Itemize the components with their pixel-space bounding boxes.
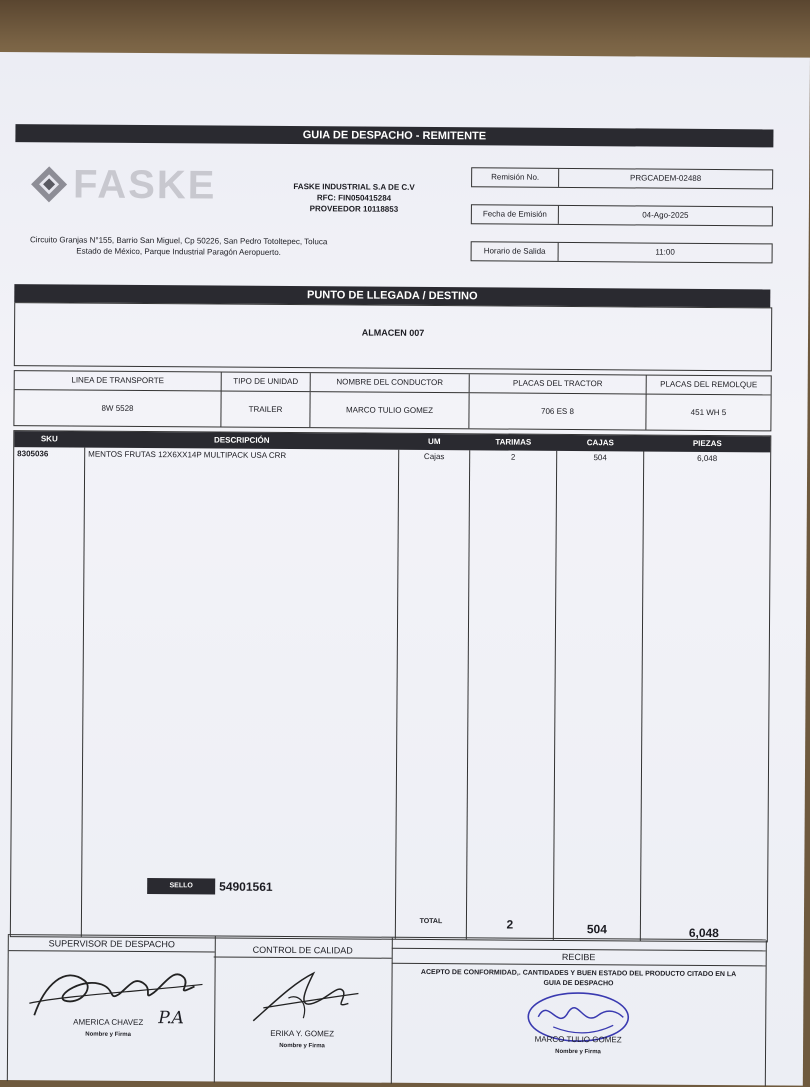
document-title: GUIA DE DESPACHO - REMITENTE	[15, 124, 773, 147]
nombre-conductor-value: MARCO TULIO GOMEZ	[310, 392, 469, 428]
row-tarimas: 2	[510, 452, 516, 462]
calidad-caption: Nombre y Firma	[279, 1042, 325, 1050]
row-descripcion: MENTOS FRUTAS 12X6XX14P MULTIPACK USA CRR	[88, 449, 287, 461]
column-divider	[395, 450, 399, 939]
fecha-value: 04-Ago-2025	[642, 210, 689, 220]
signature-section	[7, 934, 766, 1086]
recibe-statement: ACEPTO DE CONFORMIDAD,. CANTIDADES Y BUEN ESTADO DEL PRODUCTO CITADO EN LA GUIA DE DESPACHO	[420, 968, 737, 988]
calidad-title: CONTROL DE CALIDAD	[214, 945, 392, 959]
total-cajas: 504	[586, 922, 607, 937]
header-sku: SKU	[40, 434, 58, 444]
placas-remolque-value: 451 WH 5	[690, 407, 727, 418]
header-tarimas: TARIMAS	[495, 437, 532, 447]
supervisor-name: AMERICA CHAVEZ	[73, 1017, 144, 1028]
row-cajas: 504	[593, 453, 607, 463]
column-divider	[553, 451, 557, 940]
recibe-caption: Nombre y Firma	[555, 1048, 601, 1056]
horario-label: Horario de Salida	[472, 242, 559, 261]
recibe-title: RECIBE	[392, 948, 766, 967]
logo-wordmark: FASKE	[72, 162, 217, 208]
company-logo	[29, 162, 239, 208]
header-placas-remolque: PLACAS DEL REMOLQUE	[660, 379, 758, 390]
placas-tractor-value: 706 ES 8	[469, 393, 646, 429]
calidad-signature-icon	[243, 963, 363, 1034]
column-divider	[81, 448, 85, 937]
fecha-box	[471, 204, 773, 226]
company-address: Circuito Granjas N°155, Barrio San Miguel, Cp 50226, San Pedro Totoltepec, Toluca Estado de México, Parque Industrial Paragón Aeropuerto.	[30, 235, 328, 257]
recibe-name: MARCO TULIO GOMEZ	[534, 1034, 622, 1045]
total-label: TOTAL	[419, 917, 443, 926]
header-nombre-conductor: NOMBRE DEL CONDUCTOR	[311, 373, 470, 392]
sello-value: 54901561	[219, 879, 273, 894]
transport-value-row	[14, 390, 770, 430]
header-tipo-unidad: TIPO DE UNIDAD	[222, 373, 311, 392]
transport-table	[13, 370, 771, 431]
sello-label: SELLO	[147, 878, 215, 894]
row-piezas: 6,048	[697, 453, 718, 464]
company-name: FASKE INDUSTRIAL S.A DE C.V	[293, 182, 415, 192]
items-table	[10, 430, 772, 942]
supervisor-initials: P.A	[158, 1008, 185, 1029]
column-divider	[466, 450, 470, 939]
dispatch-document	[0, 52, 810, 1086]
supervisor-caption: Nombre y Firma	[85, 1031, 132, 1038]
horario-value: 11:00	[655, 247, 675, 257]
destino-box	[14, 302, 772, 371]
column-divider	[640, 452, 644, 941]
total-tarimas: 2	[506, 917, 514, 932]
table-row	[14, 449, 770, 468]
destino-value: ALMACEN 007	[361, 327, 425, 338]
calidad-block	[213, 937, 393, 1084]
row-um: Cajas	[423, 451, 445, 462]
company-info	[269, 181, 439, 215]
provider-number: PROVEEDOR 10118853	[309, 204, 399, 214]
recibe-block	[391, 938, 767, 1087]
total-piezas: 6,048	[688, 925, 719, 941]
faske-logo-icon	[29, 164, 69, 204]
header-placas-tractor: PLACAS DEL TRACTOR	[470, 374, 647, 393]
remision-label: Remisión No.	[472, 168, 559, 187]
header-piezas: PIEZAS	[692, 438, 722, 449]
remision-value: PRGCADEM-02488	[630, 173, 702, 183]
remision-box	[471, 167, 773, 189]
supervisor-title: SUPERVISOR DE DESPACHO	[9, 938, 215, 952]
header-um: UM	[428, 436, 441, 447]
fecha-label: Fecha de Emisión	[472, 205, 559, 224]
horario-box	[471, 241, 773, 263]
linea-transporte-value: 8W 5528	[14, 390, 221, 426]
supervisor-block	[7, 935, 216, 1082]
tipo-unidad-value: TRAILER	[221, 392, 310, 428]
destino-title: PUNTO DE LLEGADA / DESTINO	[14, 284, 770, 307]
company-rfc: RFC: FIN050415284	[316, 193, 392, 203]
calidad-name: ERIKA Y. GOMEZ	[270, 1028, 335, 1039]
header-cajas: CAJAS	[586, 438, 614, 448]
row-sku: 8305036	[17, 449, 49, 459]
header-linea-transporte: LINEA DE TRANSPORTE	[15, 371, 222, 390]
header-descripcion: DESCRIPCIÓN	[213, 435, 270, 445]
